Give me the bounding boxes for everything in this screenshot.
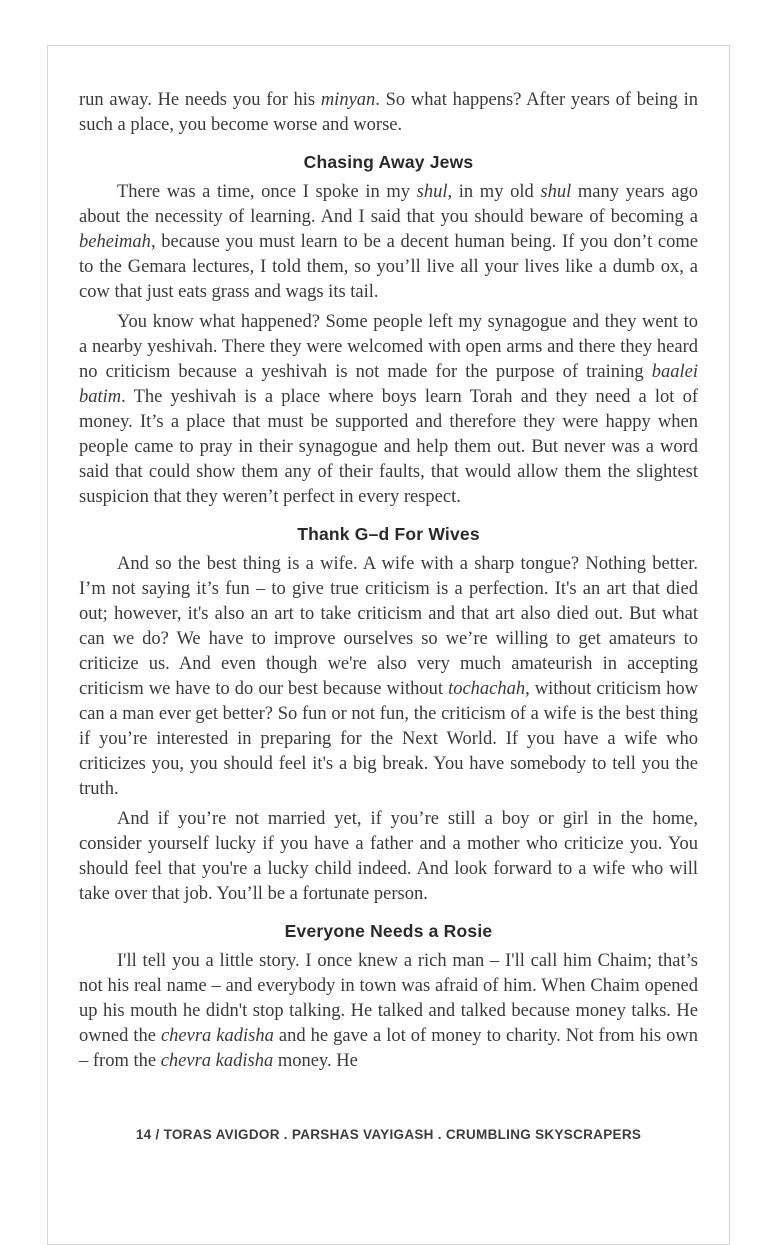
italic-term: chevra kadisha [160, 1026, 274, 1046]
text-run: money. He [273, 1051, 358, 1071]
text-run: . So what happens? After years of being in such a place, you become worse and worse. [79, 90, 698, 135]
section-heading: Chasing Away Jews [303, 152, 474, 172]
italic-term: baalei batim [79, 362, 698, 407]
text-run: , without criticism how can a man ever get better? So fun or not fun, the criticism of a wife is the best thing if you’re interested in preparing for the Next World. If you have a wife who criticizes you, you should feel it's a big break. You have somebody to tell you the truth. [79, 679, 699, 799]
text-run: . The yeshivah is a place where boys learn Torah and they need a lot of money. It’s a place that must be supported and therefore they were happy when people came to pray in their synagogue and help them out. But never was a word said that could show them any of their faults, that would allow them the slightest suspicion that they weren’t perfect in every respect. [79, 387, 698, 507]
italic-term: beheimah [79, 232, 151, 252]
text-run: run away. He needs you for his [79, 90, 321, 110]
document-content [79, 88, 698, 1074]
section-heading: Everyone Needs a Rosie [284, 921, 493, 941]
paragraph [79, 88, 698, 138]
page-footer [48, 1127, 729, 1143]
text-run: There was a time, once I spoke in my [117, 182, 417, 202]
text-run: You know what happened? Some people left my synagogue and they went to a nearby yeshivah. There they were welcomed with open arms and there they heard no criticism because a yeshivah is not made for the purpose of training [79, 312, 698, 382]
paragraph [79, 807, 698, 907]
paragraph [79, 949, 698, 1074]
italic-term: minyan [320, 90, 376, 110]
text-run: , in my old [447, 182, 541, 202]
paragraph [79, 310, 698, 510]
italic-term: chevra kadisha [160, 1051, 274, 1071]
text-run: , because you must learn to be a decent human being. If you don’t come to the Gemara lectures, I told them, so you’ll live all your lives like a dumb ox, a cow that just eats grass and wags its tail. [79, 232, 698, 302]
footer-text: 14 / TORAS AVIGDOR . PARSHAS VAYIGASH . CRUMBLING SKYSCRAPERS [135, 1127, 642, 1142]
italic-term: tochachah [448, 679, 526, 699]
paragraph [79, 552, 698, 802]
text-run: I'll tell you a little story. I once knew a rich man – I'll call him Chaim; that’s not his real name – and everybody in town was afraid of him. When Chaim opened up his mouth he didn't stop talking. He talked and talked because money talks. He owned the [79, 951, 698, 1046]
paragraph [79, 180, 698, 305]
text-run: and he gave a lot of money to charity. Not from his own – from the [79, 1026, 698, 1071]
italic-term: shul [540, 182, 572, 202]
section-heading: Thank G–d For Wives [297, 524, 480, 544]
document-page [47, 45, 730, 1245]
text-run: And so the best thing is a wife. A wife with a sharp tongue? Nothing better. I’m not saying it’s fun – to give true criticism is a perfection. It's an art that died out; however, it's also an art to take criticism and that art also died out. But what can we do? We have to improve ourselves so we’re willing to get amateurs to criticize us. And even though we're also very much amateurish in accepting criticism we have to do our best because without [79, 554, 698, 699]
text-run: many years ago about the necessity of learning. And I said that you should beware of becoming a [79, 182, 698, 227]
italic-term: shul [416, 182, 448, 202]
text-run: And if you’re not married yet, if you’re still a boy or girl in the home, consider yourself lucky if you have a father and a mother who criticize you. You should feel that you're a lucky child indeed. And look forward to a wife who will take over that job. You’ll be a fortunate person. [79, 809, 698, 904]
